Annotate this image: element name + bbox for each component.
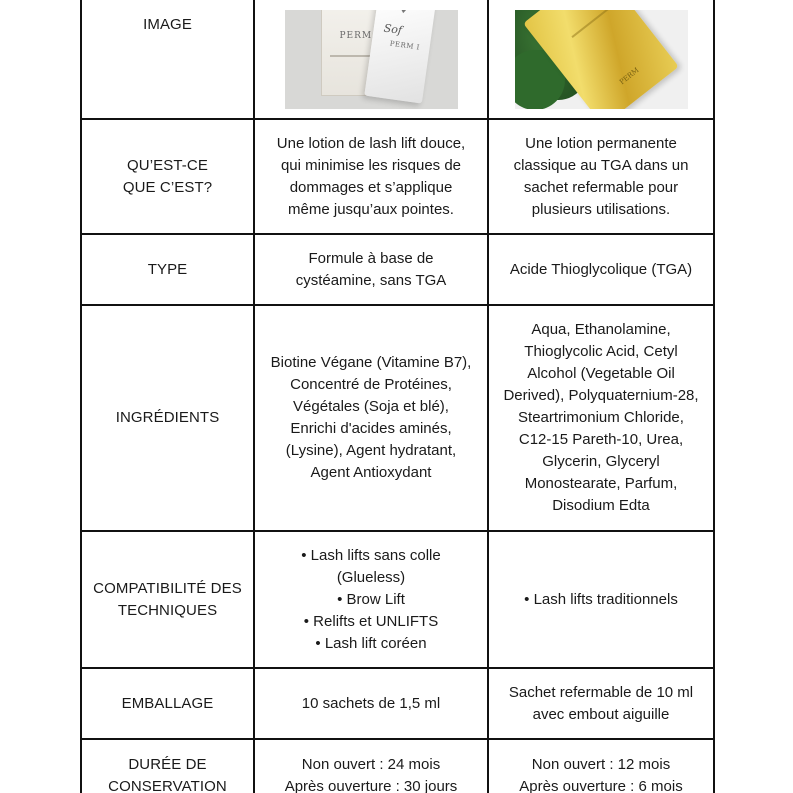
cell-text: Alcohol (Vegetable Oil <box>527 365 675 382</box>
cell-type-product-a <box>254 234 488 305</box>
cell-text: Sachet refermable de 10 ml <box>508 683 694 701</box>
box-brand-text: PERM <box>339 30 373 41</box>
cell-text: Monostearate, Parfum, <box>524 475 678 492</box>
sachet-script-text: Sof <box>382 21 403 37</box>
cell-text: Agent Antioxydant <box>310 464 432 481</box>
row-label-type <box>81 234 254 305</box>
cell-text: cystéamine, sans TGA <box>295 271 447 289</box>
comparison-sheet <box>80 0 713 793</box>
product-b-photo <box>515 10 688 109</box>
row-label-compatibility <box>81 531 254 668</box>
cell-text: sachet refermable pour <box>523 178 679 196</box>
cell-text: • Lash lift coréen <box>315 634 427 652</box>
row-label-text: EMBALLAGE <box>121 694 214 712</box>
row-label-text: TYPE <box>147 260 188 278</box>
cell-text: Formule à base de <box>308 249 434 267</box>
cell-text: Une lotion permanente <box>525 134 677 152</box>
row-label-packaging <box>81 668 254 739</box>
cell-text: (Lysine), Agent hydratant, <box>285 442 457 459</box>
cell-text: Thioglycolic Acid, Cetyl <box>524 343 678 360</box>
cell-compatibility-product-b <box>488 531 714 668</box>
cell-text: Biotine Végane (Vitamine B7), <box>270 354 472 371</box>
cell-text: même jusqu’aux pointes. <box>288 200 454 218</box>
row-label-text: INGRÉDIENTS <box>115 409 220 426</box>
table-row-ingredients <box>81 305 714 531</box>
cell-what-product-b <box>488 119 714 234</box>
row-label-text: IMAGE <box>143 16 192 33</box>
cell-text: Concentré de Protéines, <box>290 376 452 393</box>
table-row-what <box>81 119 714 234</box>
table-row-packaging <box>81 668 714 739</box>
cell-text: Disodium Edta <box>552 497 650 514</box>
row-label-text: QU’EST-CE <box>127 156 208 174</box>
row-label-image <box>81 0 254 119</box>
cell-shelf-life-product-b <box>488 739 714 793</box>
row-label-text: COMPATIBILITÉ DES <box>93 579 242 597</box>
cell-text: • Brow Lift <box>337 590 405 608</box>
table-row-compatibility <box>81 531 714 668</box>
cell-compatibility-product-a <box>254 531 488 668</box>
cell-packaging-product-b <box>488 668 714 739</box>
cell-image-product-b <box>488 0 714 119</box>
table-row-type <box>81 234 714 305</box>
row-label-what <box>81 119 254 234</box>
cell-text: dommages et s’applique <box>289 178 453 196</box>
logo-triangle-icon <box>398 10 409 14</box>
cell-text: plusieurs utilisations. <box>531 200 671 218</box>
cell-ingredients-product-a <box>254 305 488 531</box>
cell-text: • Lash lifts traditionnels <box>524 590 678 608</box>
cell-text: Après ouverture : 6 mois <box>519 778 683 793</box>
cell-what-product-a <box>254 119 488 234</box>
product-sachet <box>364 10 435 104</box>
cell-text: avec embout aiguille <box>532 705 670 723</box>
gold-sachet-brand-text: PERM <box>617 65 641 86</box>
cell-shelf-life-product-a <box>254 739 488 793</box>
cell-type-product-b <box>488 234 714 305</box>
cell-text: (Glueless) <box>336 568 406 586</box>
sachet-brand-text: PERM I <box>388 39 420 52</box>
cell-text: Aqua, Ethanolamine, <box>531 321 671 338</box>
cell-text: classique au TGA dans un <box>513 156 689 174</box>
row-label-ingredients <box>81 305 254 531</box>
cell-text: Végétales (Soja et blé), <box>293 398 449 415</box>
cell-text: Glycerin, Glyceryl <box>542 453 660 470</box>
cell-packaging-product-a <box>254 668 488 739</box>
row-label-text: TECHNIQUES <box>117 601 218 619</box>
cell-text: qui minimise les risques de <box>280 156 462 174</box>
cell-text: Une lotion de lash lift douce, <box>276 134 466 152</box>
cell-text: Après ouverture : 30 jours <box>284 778 458 793</box>
cell-ingredients-product-b <box>488 305 714 531</box>
comparison-table <box>80 0 715 793</box>
row-label-text: DURÉE DE <box>128 756 207 773</box>
cell-text: Non ouvert : 12 mois <box>531 756 671 773</box>
cell-text: • Lash lifts sans colle <box>301 546 441 564</box>
cell-image-product-a <box>254 0 488 119</box>
table-row-image <box>81 0 714 119</box>
row-label-text: QUE C’EST? <box>122 178 213 196</box>
cell-text: Derived), Polyquaternium-28, <box>503 387 699 404</box>
cell-text: Acide Thioglycolique (TGA) <box>509 260 693 278</box>
cell-text: Steartrimonium Chloride, <box>518 409 684 426</box>
table-row-shelf-life <box>81 739 714 793</box>
cell-text: C12-15 Pareth-10, Urea, <box>518 431 684 448</box>
product-a-photo <box>285 10 458 109</box>
row-label-shelf-life <box>81 739 254 793</box>
row-label-text: CONSERVATION <box>108 778 227 793</box>
cell-text: Non ouvert : 24 mois <box>301 756 441 773</box>
cell-text: • Relifts et UNLIFTS <box>303 612 439 630</box>
cell-text: Enrichi d'acides aminés, <box>290 420 452 437</box>
cell-text: 10 sachets de 1,5 ml <box>301 694 441 712</box>
